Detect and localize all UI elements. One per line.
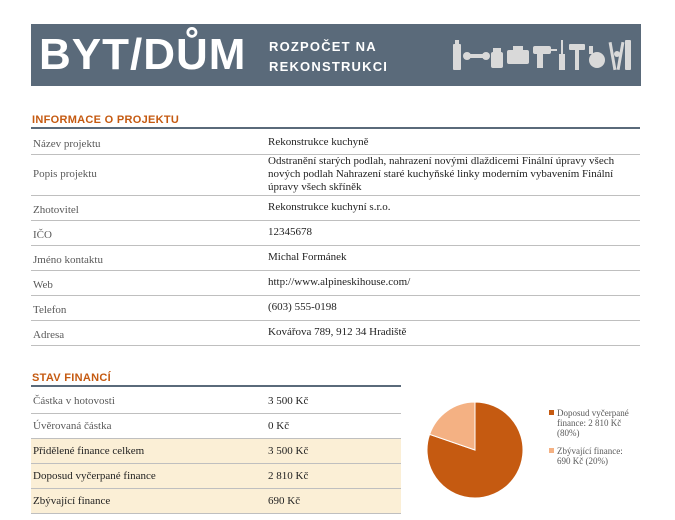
tape-measure-icon: [589, 46, 605, 68]
finance-row-label: Doposud vyčerpané finance: [33, 470, 156, 482]
level-icon: [625, 40, 631, 70]
finance-row: [31, 389, 401, 414]
banner-subtitle: [269, 37, 388, 77]
banner-subtitle-line2: REKONSTRUKCI: [269, 59, 389, 74]
finance-section-heading: STAV FINANCÍ: [32, 372, 111, 384]
finance-row: [31, 489, 401, 514]
project-row: [31, 245, 640, 271]
project-row-label: Jméno kontaktu: [33, 254, 103, 266]
screwdriver-icon: [559, 40, 565, 70]
drill-icon: [533, 46, 557, 68]
project-row: [31, 270, 640, 296]
finance-row-value: 3 500 Kč: [268, 395, 309, 407]
saw-icon: [453, 40, 461, 70]
project-row: [31, 154, 640, 196]
banner-title: BYT/DŮM: [39, 30, 247, 79]
legend-label: Zbývající finance: 690 Kč (20%): [557, 446, 623, 466]
finance-row-label: Zbývající finance: [33, 495, 111, 507]
pliers-icon: [609, 42, 625, 70]
finance-heading-rule: [31, 385, 401, 387]
finance-pie-chart: [420, 392, 660, 514]
finance-row-label: Přidělené finance celkem: [33, 445, 145, 457]
toolbox-icon: [507, 46, 529, 64]
project-heading-rule: [31, 127, 640, 129]
project-row-label: Název projektu: [33, 138, 101, 150]
banner-subtitle-line1: ROZPOČET NA: [269, 39, 377, 54]
finance-row: [31, 439, 401, 464]
project-row-label: Adresa: [33, 329, 65, 341]
project-row-value: Rekonstrukce kuchyní s.r.o.: [268, 201, 391, 213]
paint-can-icon: [491, 48, 503, 68]
finance-row-label: Úvěrovaná částka: [33, 420, 112, 432]
tools-illustration: [451, 36, 633, 76]
finance-row-value: 3 500 Kč: [268, 445, 309, 457]
project-row: [31, 130, 640, 155]
project-row-label: IČO: [33, 229, 52, 241]
header-banner: [31, 24, 641, 86]
finance-row-value: 0 Kč: [268, 420, 290, 432]
project-row-value: Rekonstrukce kuchyně: [268, 136, 369, 148]
legend-swatch: [549, 410, 554, 415]
legend-swatch: [549, 448, 554, 453]
wrench-icon: [463, 52, 490, 60]
project-row-value: Odstranění starých podlah, nahrazení novými dlaždicemi Finální úpravy všech nových podlah Nahrazení staré kuchyňské linky moderním vybavením Finální úpravy všech skříněk: [268, 155, 615, 193]
project-row-label: Popis projektu: [33, 168, 97, 180]
project-row-value: Kovářova 789, 912 34 Hradiště: [268, 326, 407, 338]
hammer-icon: [569, 44, 585, 70]
project-row-value: 12345678: [268, 226, 312, 238]
project-row-value: http://www.alpineskihouse.com/: [268, 276, 411, 288]
project-section-heading: INFORMACE O PROJEKTU: [32, 114, 180, 126]
project-row: [31, 295, 640, 321]
finance-row: [31, 414, 401, 439]
finance-row-value: 690 Kč: [268, 495, 301, 507]
project-row-label: Web: [33, 279, 53, 291]
project-row: [31, 195, 640, 221]
project-row: [31, 220, 640, 246]
finance-row-label: Částka v hotovosti: [33, 395, 115, 407]
project-row-value: Michal Formánek: [268, 251, 347, 263]
legend-label: Doposud vyčerpané finance: 2 810 Kč (80%): [557, 408, 629, 438]
project-row: [31, 320, 640, 346]
finance-row: [31, 464, 401, 489]
finance-row-value: 2 810 Kč: [268, 470, 309, 482]
project-row-label: Telefon: [33, 304, 67, 316]
project-row-value: (603) 555-0198: [268, 301, 337, 313]
project-row-label: Zhotovitel: [33, 204, 79, 216]
